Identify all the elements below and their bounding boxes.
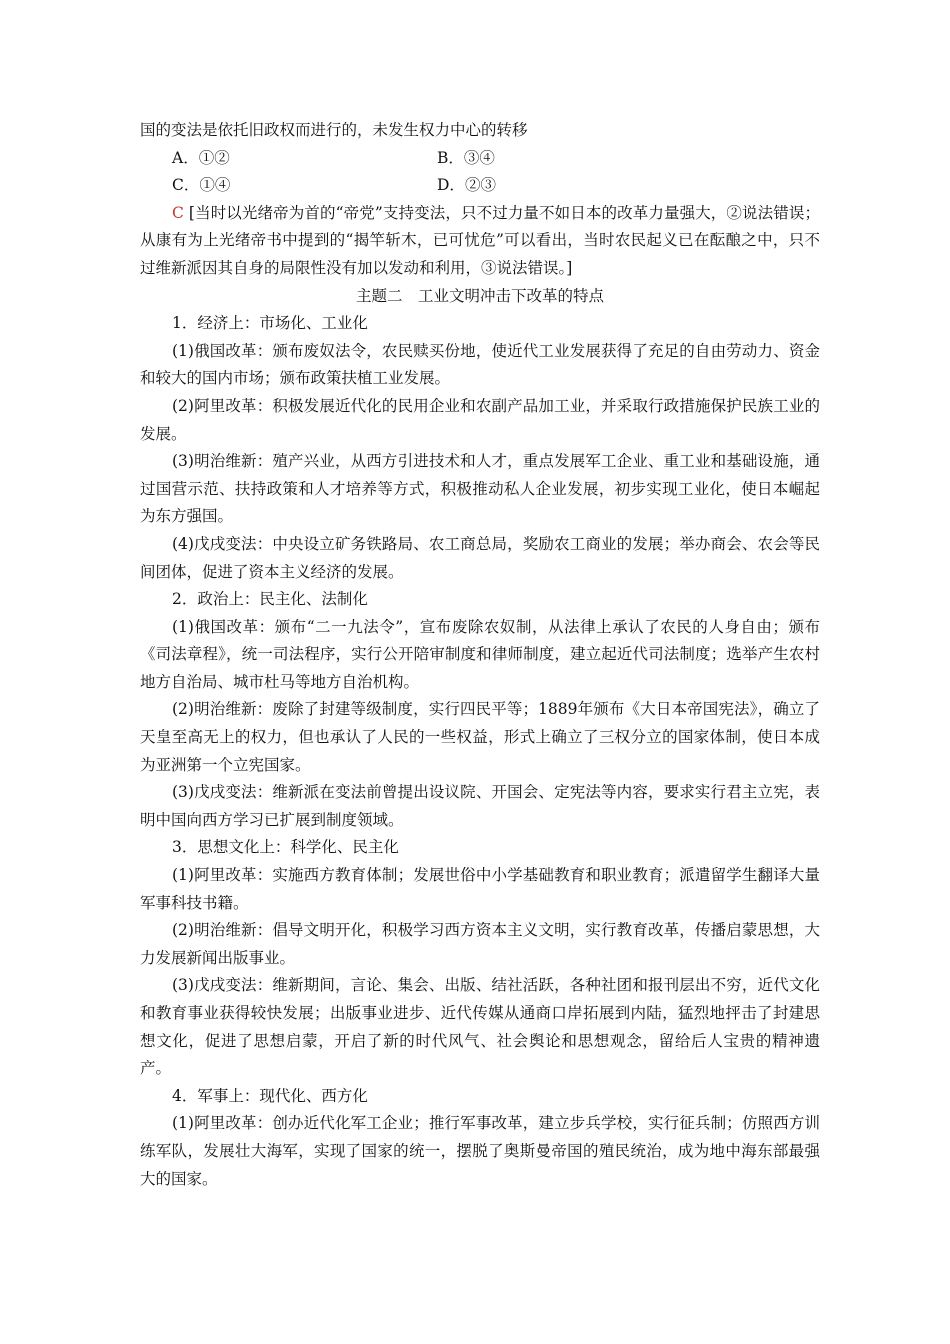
paragraph-economy-russia: (1)俄国改革：颁布废奴法令，农民赎买份地，使近代工业发展获得了充足的自由劳动力、资金和较大的国内市场；颁布政策扶植工业发展。 (140, 341, 820, 388)
heading-military: 4．军事上：现代化、西方化 (172, 1086, 368, 1105)
option-c-letter: C． (172, 176, 200, 195)
option-a (172, 145, 437, 173)
option-a-text: ①② (198, 148, 230, 167)
option-b (437, 145, 702, 173)
option-a-letter: A． (172, 148, 199, 167)
paragraph-economy-meiji: (3)明治维新：殖产兴业，从西方引进技术和人才，重点发展军工企业、重工业和基础设施，通过国营示范、扶持政策和人才培养等方式，积极推动私人企业发展，初步实现工业化，使日本崛起为东方强国。 (140, 452, 820, 526)
option-b-text: ③④ (463, 148, 495, 167)
option-d (437, 172, 702, 200)
answer-options (140, 145, 820, 200)
answer-explanation (140, 200, 820, 283)
paragraph-economy-ali: (2)阿里改革：积极发展近代化的民用企业和农副产品加工业，并采取行政措施保护民族工业的发展。 (140, 396, 820, 443)
option-c (172, 172, 437, 200)
section-title: 主题二 工业文明冲击下改革的特点 (355, 286, 604, 305)
answer-text: [当时以光绪帝为首的“帝党”支持变法，只不过力量不如日本的改革力量强大，②说法错误；从康有为上光绪帝书中提到的“揭竿斩木，已可忧危”可以看出，当时农民起义已在酝酿之中，只不过维新派因其自身的局限性没有加以发动和利用，③说法错误。] (140, 203, 820, 277)
answer-letter: C (172, 203, 184, 222)
paragraph-culture-ali: (1)阿里改革：实施西方教育体制；发展世俗中小学基础教育和职业教育；派遣留学生翻译大量军事科技书籍。 (140, 866, 820, 912)
option-d-text: ②③ (464, 176, 496, 195)
paragraph-culture-meiji: (2)明治维新：倡导文明开化，积极学习西方资本主义文明，实行教育改革，传播启蒙思想，大力发展新闻出版事业。 (140, 921, 820, 967)
heading-culture: 3．思想文化上：科学化、民主化 (172, 838, 399, 857)
intro-line: 国的变法是依托旧政权而进行的，未发生权力中心的转移 (140, 121, 528, 139)
document-page (140, 117, 820, 1193)
paragraph-economy-wuxu: (4)戊戌变法：中央设立矿务铁路局、农工商总局，奖励农工商业的发展；举办商会、农会等民间团体，促进了资本主义经济的发展。 (140, 534, 820, 581)
option-c-text: ①④ (199, 176, 231, 195)
heading-economy: 1．经济上：市场化、工业化 (172, 314, 368, 333)
option-d-letter: D． (437, 176, 465, 195)
option-b-letter: B． (437, 148, 464, 167)
heading-politics: 2．政治上：民主化、法制化 (172, 590, 368, 609)
paragraph-culture-wuxu: (3)戊戌变法：维新期间，言论、集会、出版、结社活跃，各种社团和报刊层出不穷，近代文化和教育事业获得较快发展；出版事业进步、近代传媒从通商口岸拓展到内陆，猛烈地抨击了封建思想文化，促进了思想启蒙，开启了新的时代风气、社会舆论和思想观念，留给后人宝贵的精神遗产。 (140, 976, 820, 1078)
paragraph-politics-wuxu: (3)戊戌变法：维新派在变法前曾提出设议院、开国会、定宪法等内容，要求实行君主立宪，表明中国向西方学习已扩展到制度领域。 (140, 783, 820, 829)
paragraph-politics-meiji: (2)明治维新：废除了封建等级制度，实行四民平等；1889年颁布《大日本帝国宪法》，确立了天皇至高无上的权力，但也承认了人民的一些权益，形式上确立了三权分立的国家体制，使日本成为亚洲第一个立宪国家。 (140, 700, 820, 774)
paragraph-politics-russia: (1)俄国改革：颁布“二一九法令”，宣布废除农奴制，从法律上承认了农民的人身自由；颁布《司法章程》，统一司法程序，实行公开陪审制度和律师制度，建立起近代司法制度；选举产生农村地方自治局、城市杜马等地方自治机构。 (140, 617, 820, 691)
paragraph-military-ali: (1)阿里改革：创办近代化军工企业；推行军事改革，建立步兵学校，实行征兵制；仿照西方训练军队，发展壮大海军，实现了国家的统一，摆脱了奥斯曼帝国的殖民统治，成为地中海东部最强大的国家。 (140, 1114, 820, 1188)
